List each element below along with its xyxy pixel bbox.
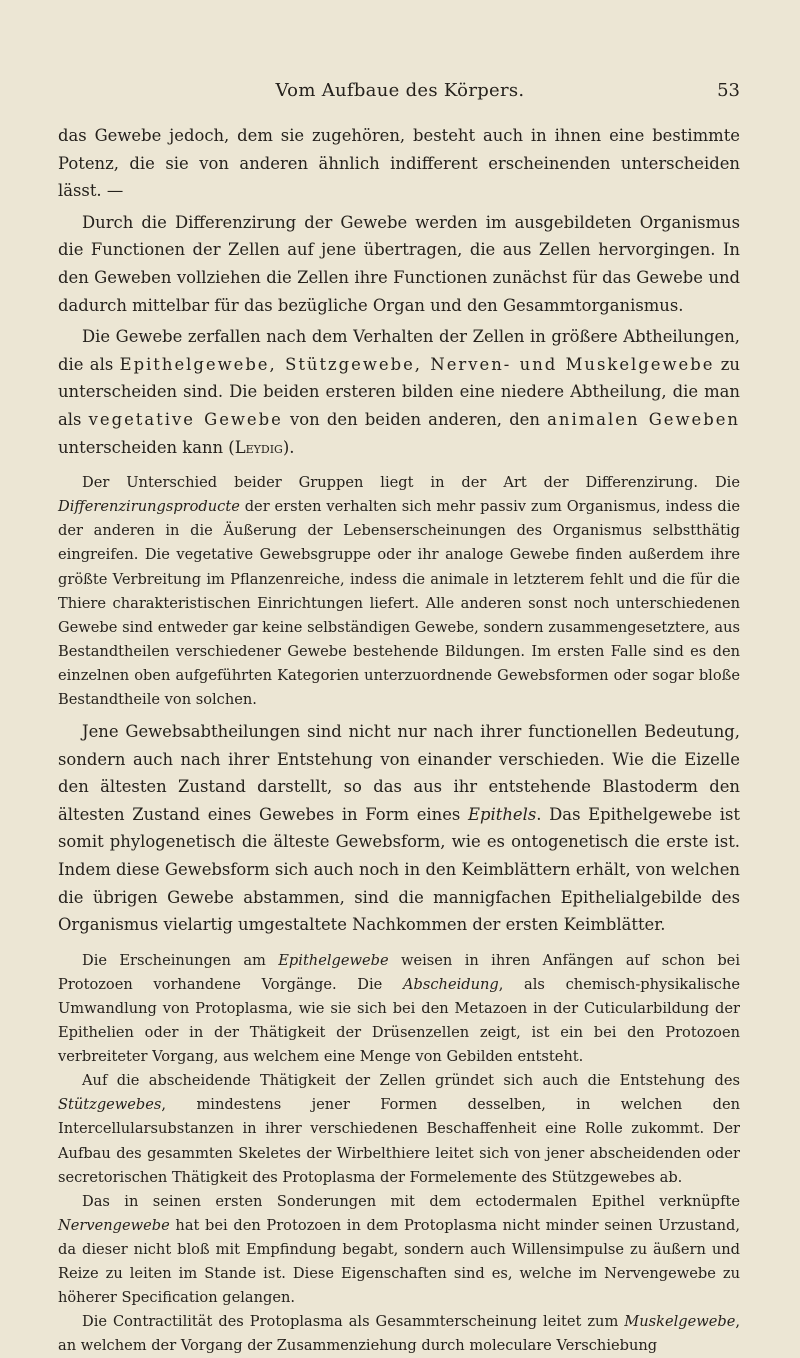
animal-tissue-term: animalen Geweben xyxy=(547,409,740,429)
paragraph-1: das Gewebe jedoch, dem sie zugehören, besteht auch in ihnen eine bestimmte Potenz, die sie von anderen ähnlich indifferent erscheinenden unterscheiden lässt. — xyxy=(58,126,740,201)
author-leydig: Leydig xyxy=(234,437,283,457)
paragraph-6: Die Erscheinungen am Epithelgewebe weisen in ihren Anfängen auf schon bei Protozoen vorhandene Vorgänge. Die Abscheidung, als chemisch-physikalische Umwandlung von Protoplasma, wie sie sich bei den Metazoen in der Cuticularbildung der Epithelien oder in der Thätigkeit der Drüsenzellen zeigt, ist ein bei den Protozoen verbreiteter Vorgang, aus welchem eine Menge von Gebilden entsteht. xyxy=(58,951,741,1066)
paragraph-7: Auf die abscheidende Thätigkeit der Zellen gründet sich auch die Entstehung des Stützgewebes, mindestens jener Formen desselben, in welchen den Intercellularsubstanzen in ihrer verschiedenen Beschaffenheit eine Rolle zukommt. Der Aufbau des gesammten Skeletes der Wirbelthiere leitet sich von jener abscheidenden oder secretorischen Thätigkeit des Protoplasma der Formelemente des Stützgewebes ab. xyxy=(58,1072,740,1186)
tissue-types-spaced: Epithelgewebe, Stützgewebe, Nerven- und Muskelgewebe xyxy=(119,354,715,374)
paragraph-4: Der Unterschied beider Gruppen liegt in der Art der Differenzirung. Die Differenzirungsproducte der ersten verhalten sich mehr passiv zum Organismus, indess die der anderen in die Äußerung der Lebenserscheinungen des Organismus selbstthätig eingreifen. Die vegetative Gewebsgruppe oder ihr analoge Gewebe finden außerdem ihre größte Verbreitung im Pflanzenreiche, indess die animale in letzterem fehlt und die für die Thiere charakteristischen Einrichtungen liefert. Alle anderen sonst noch unterschiedenen Gewebe sind entweder gar keine selbständigen Gewebe, sondern zusammengesetztere, aus Bestandtheilen verschiedener Gewebe bestehende Bildungen. Im ersten Falle sind es den einzelnen oben aufgeführten Kategorien unterzuordnende Gewebsformen oder sogar bloße Bestandtheile von solchen. xyxy=(58,474,741,708)
paragraph-2: Durch die Differenzirung der Gewebe werden im ausgebildeten Organismus die Functionen der Zellen auf jene übertragen, die aus Zellen hervorgingen. In den Geweben vollziehen die Zellen ihre Functionen zunächst für das Gewebe und dadurch mittelbar für das bezügliche Organ und den Gesammtorganismus. xyxy=(58,212,740,315)
page-number: 53 xyxy=(717,80,740,101)
page-body xyxy=(58,122,740,1358)
paragraph-5: Jene Gewebsabtheilungen sind nicht nur nach ihrer functionellen Bedeutung, sondern auch nach ihrer Entstehung von einander verschieden. Wie die Eizelle den ältesten Zustand darstellt, so das aus ihr entstehende Blastoderm den ältesten Zustand eines Gewebes in Form eines Epithels. Das Epithelgewebe ist somit phylogenetisch die älteste Gewebsform, wie es ontogenetisch die erste ist. Indem diese Gewebsform sich auch noch in den Keimblättern erhält, von welchen die übrigen Gewebe abstammen, sind die mannigfachen Epithelialgebilde des Organismus vielartig umgestaltete Nachkommen der ersten Keimblätter. xyxy=(58,722,740,935)
paragraph-3: Die Gewebe zerfallen nach dem Verhalten der Zellen in größere Abtheilungen, die als Epithelgewebe, Stützgewebe, Nerven- und Muskelgewebe zu unterscheiden sind. Die beiden ersteren bilden eine niedere Abtheilung, die man als vegetative Gewebe von den beiden anderen, den animalen Geweben unterscheiden kann (Leydig). xyxy=(58,327,740,457)
vegetative-tissue-term: vegetative Gewebe xyxy=(88,409,283,429)
running-header xyxy=(60,80,740,106)
paragraph-8: Das in seinen ersten Sonderungen mit dem ectodermalen Epithel verknüpfte Nervengewebe hat bei den Protozoen in dem Protoplasma nicht minder seinen Urzustand, da dieser nicht bloß mit Empfindung begabt, sondern auch Willensimpulse zu äußern und Reize zu leiten im Stande ist. Diese Eigenschaften sind es, welche im Nervengewebe zu höherer Specification gelangen. xyxy=(58,1192,740,1307)
running-title: Vom Aufbaue des Körpers. xyxy=(275,80,525,101)
paragraph-9: Die Contractilität des Protoplasma als Gesammterscheinung leitet zum Muskelgewebe, an welchem der Vorgang der Zusammenziehung durch moleculare Verschiebung xyxy=(58,1313,740,1355)
